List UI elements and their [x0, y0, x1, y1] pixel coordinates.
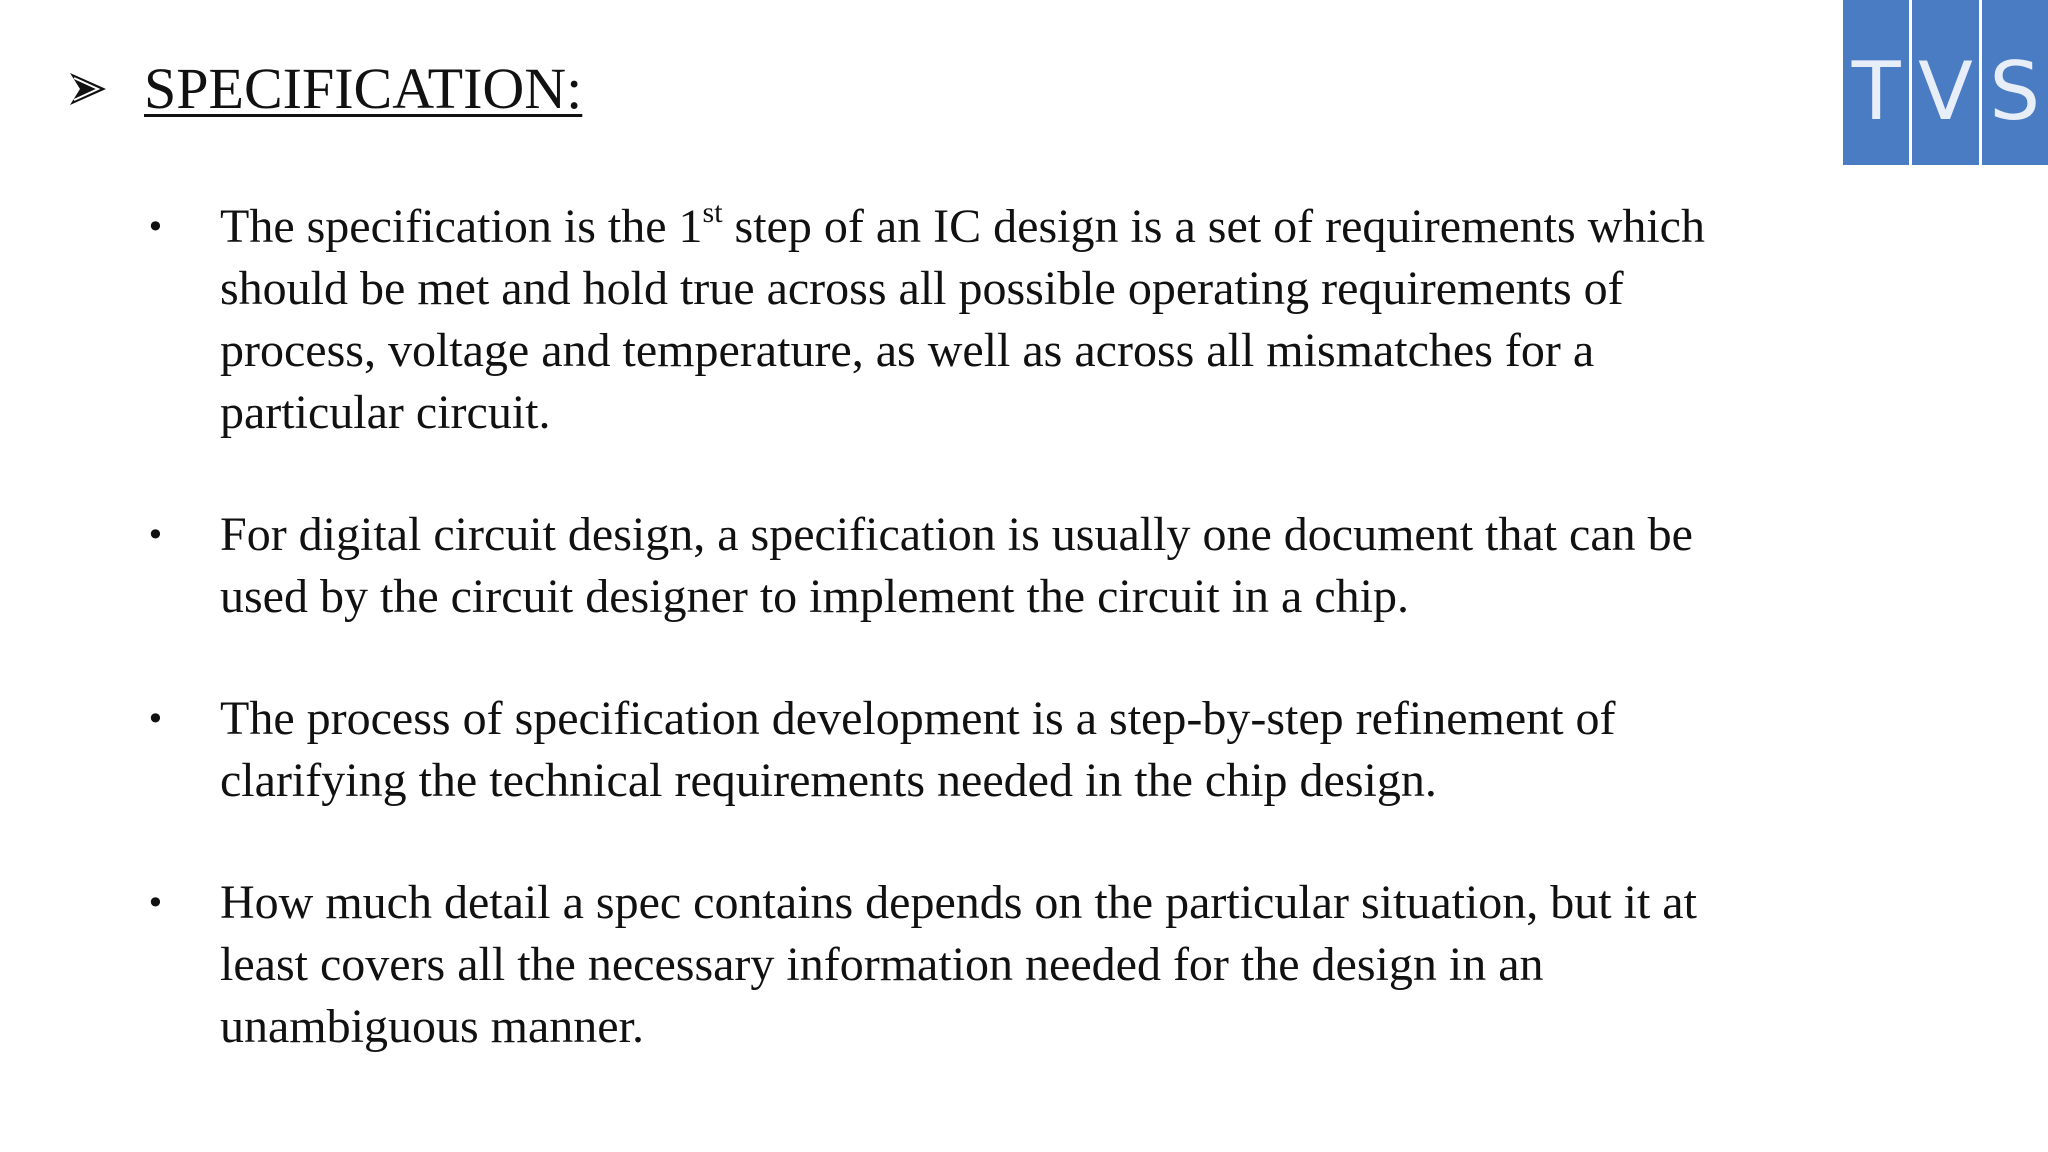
bullet-text: For digital circuit design, a specification is usually one document that can be used by the circuit designer to implement the circuit in a chip. [220, 508, 1693, 623]
bullet-dot-icon: • [146, 208, 165, 246]
bullet-dot-icon: • [146, 884, 165, 922]
ordinal-superscript: st [702, 196, 723, 229]
bullet-item [130, 688, 1810, 812]
bullet-text: The process of specification development is a step-by-step refinement of clarifying the technical requirements needed in the chip design. [220, 692, 1616, 807]
tvs-logo [1843, 0, 2048, 165]
logo-letter-t: T [1851, 45, 1901, 138]
bullet-item [130, 196, 1810, 444]
slide-title: SPECIFICATION: [144, 56, 583, 121]
logo-letter-v: V [1909, 0, 1978, 165]
logo-letter-s: S [1979, 0, 2048, 165]
bullet-text-part: The specification is the 1 [220, 200, 703, 253]
bullet-dot-icon: • [146, 700, 165, 738]
bullet-dot-icon: • [146, 516, 165, 554]
bullet-item [130, 872, 1810, 1058]
arrowhead-bullet-icon [68, 69, 108, 109]
bullet-text-part: step of an IC design is a set of requirements which should be met and hold true across all possible operating requirements of process, voltage and temperature, as well as across all mismatches for a particular circuit. [220, 200, 1705, 439]
slide-heading [68, 54, 582, 124]
bullet-item [130, 504, 1810, 628]
bullet-list [130, 196, 1810, 1118]
bullet-text: How much detail a spec contains depends on the particular situation, but it at least covers all the necessary information needed for the design in an unambiguous manner. [220, 876, 1697, 1053]
bullet-text [220, 196, 1810, 444]
